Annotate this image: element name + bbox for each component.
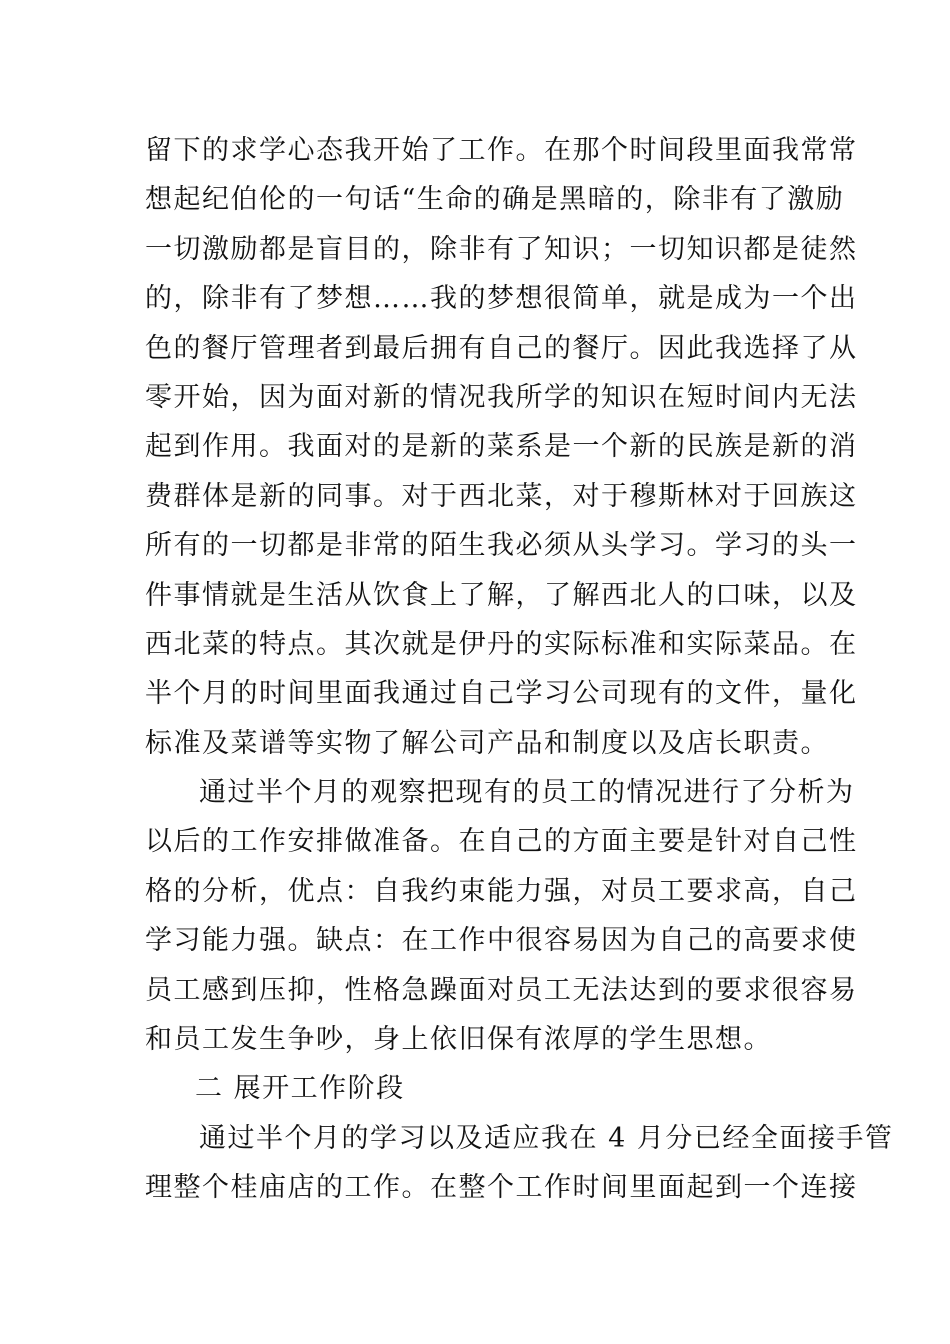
paragraph-2 <box>145 768 858 1064</box>
text-line: 半个月的时间里面我通过自己学习公司现有的文件，量化 <box>145 678 858 710</box>
paragraph-3 <box>145 1114 894 1213</box>
section-heading-text: 二 展开工作阶段 <box>195 1073 405 1105</box>
text-line: 留下的求学心态我开始了工作。在那个时间段里面我常常 <box>145 135 858 166</box>
text-line: 通过半个月的观察把现有的员工的情况进行了分析为 <box>199 777 855 809</box>
text-line: 格的分析，优点：自我约束能力强，对员工要求高，自己 <box>145 875 858 907</box>
text-line: 想起纪伯伦的一句话“生命的确是黑暗的，除非有了激励 <box>145 184 845 216</box>
document-body <box>145 126 894 1213</box>
text-line: 标准及菜谱等实物了解公司产品和制度以及店长职责。 <box>145 727 829 759</box>
text-line: 起到作用。我面对的是新的菜系是一个新的民族是新的消 <box>145 431 858 463</box>
paragraph-1 <box>145 126 858 768</box>
section-heading <box>145 1064 805 1113</box>
text-line: 费群体是新的同事。对于西北菜，对于穆斯林对于回族这 <box>145 480 858 512</box>
text-line: 员工感到压抑，性格急躁面对员工无法达到的要求很容易 <box>145 974 858 1006</box>
text-line: 以后的工作安排做准备。在自己的方面主要是针对自己性 <box>145 826 858 858</box>
text-line: 和员工发生争吵，身上依旧保有浓厚的学生思想。 <box>145 1024 772 1056</box>
text-line: 通过半个月的学习以及适应我在 4 月分已经全面接手管 <box>199 1122 894 1154</box>
text-line: 件事情就是生活从饮食上了解，了解西北人的口味，以及 <box>145 579 858 611</box>
text-line: 所有的一切都是非常的陌生我必须从头学习。学习的头一 <box>145 530 858 562</box>
text-line: 色的餐厅管理者到最后拥有自己的餐厅。因此我选择了从 <box>145 332 858 364</box>
text-line: 理整个桂庙店的工作。在整个工作时间里面起到一个连接 <box>145 1172 858 1204</box>
text-line: 零开始，因为面对新的情况我所学的知识在短时间内无法 <box>145 381 858 413</box>
text-line: 学习能力强。缺点：在工作中很容易因为自己的高要求使 <box>145 925 858 957</box>
text-line: 的，除非有了梦想……我的梦想很简单，就是成为一个出 <box>145 283 858 315</box>
text-line: 一切激励都是盲目的，除非有了知识；一切知识都是徒然 <box>145 233 858 265</box>
text-line: 西北菜的特点。其次就是伊丹的实际标准和实际菜品。在 <box>145 628 858 660</box>
